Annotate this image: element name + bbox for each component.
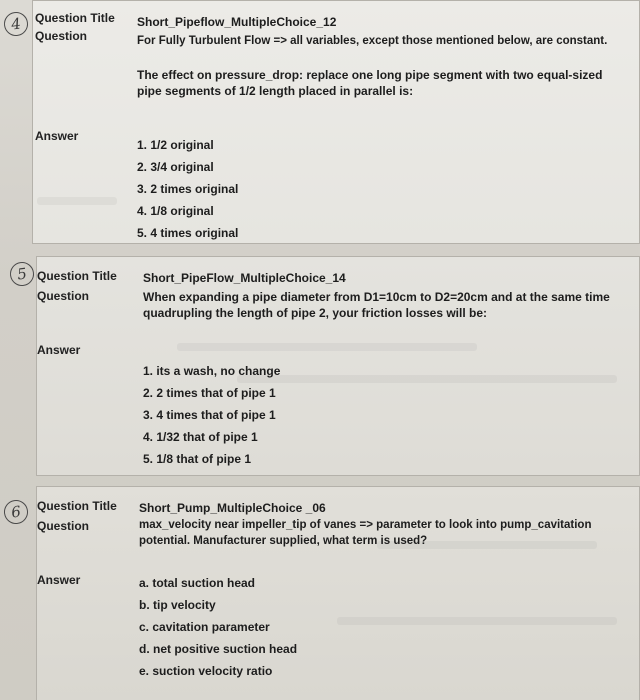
answer-option[interactable]: 1. 1/2 original bbox=[137, 138, 214, 152]
answer-option[interactable]: 5. 1/8 that of pipe 1 bbox=[143, 452, 252, 466]
answer-option[interactable]: b. tip velocity bbox=[139, 598, 216, 612]
question-text-line1: For Fully Turbulent Flow => all variables, except those mentioned below, are constant. bbox=[137, 35, 608, 47]
answer-option[interactable]: 3. 4 times that of pipe 1 bbox=[143, 408, 276, 422]
answer-option[interactable]: 5. 4 times original bbox=[137, 226, 239, 240]
faint-bleed-through bbox=[37, 197, 117, 205]
handwritten-number-6-icon: 6 bbox=[2, 498, 29, 525]
answer-label: Answer bbox=[37, 573, 81, 587]
question-text: max_velocity near impeller_tip of vanes => parameter to look into pump_cavitation potential. Manufacturer supplied, what term is used? bbox=[139, 519, 592, 547]
question-text: When expanding a pipe diameter from D1=10cm to D2=20cm and at the same time quadrupling the length of pipe 2, your friction losses will be: bbox=[143, 290, 610, 320]
answer-option[interactable]: 4. 1/8 original bbox=[137, 204, 214, 218]
question-card-1 bbox=[32, 0, 640, 244]
question-label: Question bbox=[37, 519, 90, 533]
handwritten-number-4-icon: 4 bbox=[2, 10, 29, 37]
question-text-line2: The effect on pressure_drop: replace one long pipe segment with two equal-sized pipe segments of 1/2 length placed in parallel is: bbox=[137, 68, 603, 98]
question-card-2 bbox=[36, 256, 640, 476]
faint-bleed-through bbox=[237, 375, 617, 383]
answer-label: Answer bbox=[35, 129, 79, 143]
answer-list bbox=[137, 134, 238, 244]
answer-option[interactable]: 3. 2 times original bbox=[137, 182, 239, 196]
answer-option[interactable]: 2. 2 times that of pipe 1 bbox=[143, 386, 276, 400]
answer-option[interactable]: d. net positive suction head bbox=[139, 642, 298, 656]
question-card-3 bbox=[36, 486, 640, 700]
answer-option[interactable]: c. cavitation parameter bbox=[139, 620, 270, 634]
question-label: Question bbox=[35, 29, 88, 43]
answer-option[interactable]: e. suction velocity ratio bbox=[139, 664, 273, 678]
answer-option[interactable]: a. total suction head bbox=[139, 576, 256, 590]
answer-option[interactable]: 2. 3/4 original bbox=[137, 160, 214, 174]
handwritten-number-5-icon: 5 bbox=[8, 260, 35, 287]
question-title-value: Short_Pump_MultipleChoice _06 bbox=[139, 501, 326, 515]
question-title-label: Question Title bbox=[35, 11, 115, 25]
question-title-label: Question Title bbox=[37, 499, 117, 513]
faint-bleed-through bbox=[177, 343, 477, 351]
faint-bleed-through bbox=[337, 617, 617, 625]
question-label: Question bbox=[37, 289, 90, 303]
answer-option[interactable]: 1. its a wash, no change bbox=[143, 364, 281, 378]
question-title-value: Short_Pipeflow_MultipleChoice_12 bbox=[137, 15, 337, 29]
question-title-value: Short_PipeFlow_MultipleChoice_14 bbox=[143, 271, 346, 285]
answer-option[interactable]: 4. 1/32 that of pipe 1 bbox=[143, 430, 258, 444]
answer-label: Answer bbox=[37, 343, 81, 357]
question-title-label: Question Title bbox=[37, 269, 117, 283]
answer-list bbox=[139, 572, 297, 682]
answer-list bbox=[143, 360, 280, 470]
